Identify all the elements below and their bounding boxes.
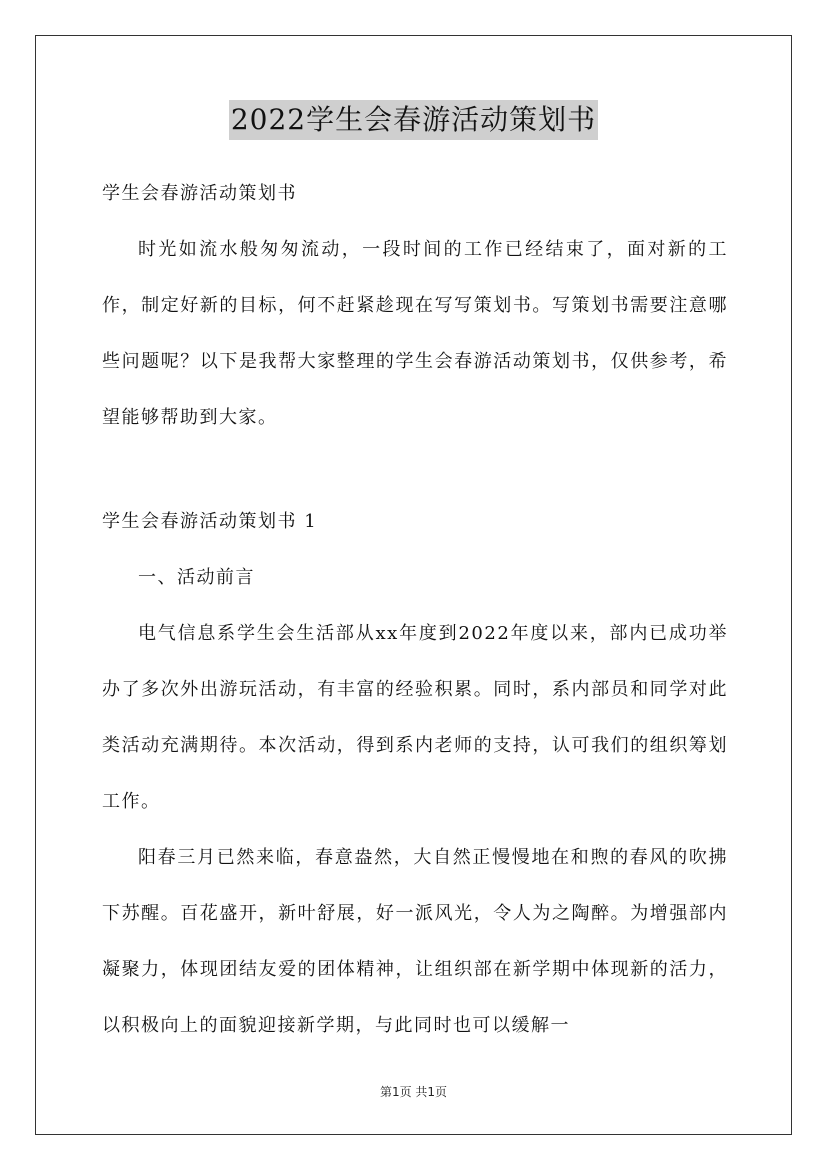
section1-paragraph-2: 阳春三月已然来临，春意盎然，大自然正慢慢地在和煦的春风的吹拂下苏醒。百花盛开，新叶舒展，好一派风光，令人为之陶醉。为增强部内凝聚力，体现团结友爱的团体精神，让组织部在新学期中体现新的活力，以积极向上的面貌迎接新学期，与此同时也可以缓解一	[102, 847, 728, 1036]
page-footer: 第1页 共1页	[379, 1085, 448, 1099]
intro-heading: 学生会春游活动策划书	[102, 183, 297, 204]
spacer	[102, 446, 728, 494]
document-title: 2022学生会春游活动策划书	[229, 100, 598, 140]
intro-paragraph: 时光如流水般匆匆流动，一段时间的工作已经结束了，面对新的工作，制定好新的目标，何不赶紧趁现在写写策划书。写策划书需要注意哪些问题呢？以下是我帮大家整理的学生会春游活动策划书，仅供参考，希望能够帮助到大家。	[102, 239, 728, 428]
section1-paragraph-1: 电气信息系学生会生活部从xx年度到2022年度以来，部内已成功举办了多次外出游玩活动，有丰富的经验积累。同时，系内部员和同学对此类活动充满期待。本次活动，得到系内老师的支持，认可我们的组织筹划工作。	[102, 623, 728, 812]
section1-heading: 学生会春游活动策划书 1	[102, 511, 318, 532]
section1-subheading: 一、活动前言	[138, 567, 255, 588]
title-container	[0, 100, 827, 140]
document-body	[102, 166, 728, 1054]
